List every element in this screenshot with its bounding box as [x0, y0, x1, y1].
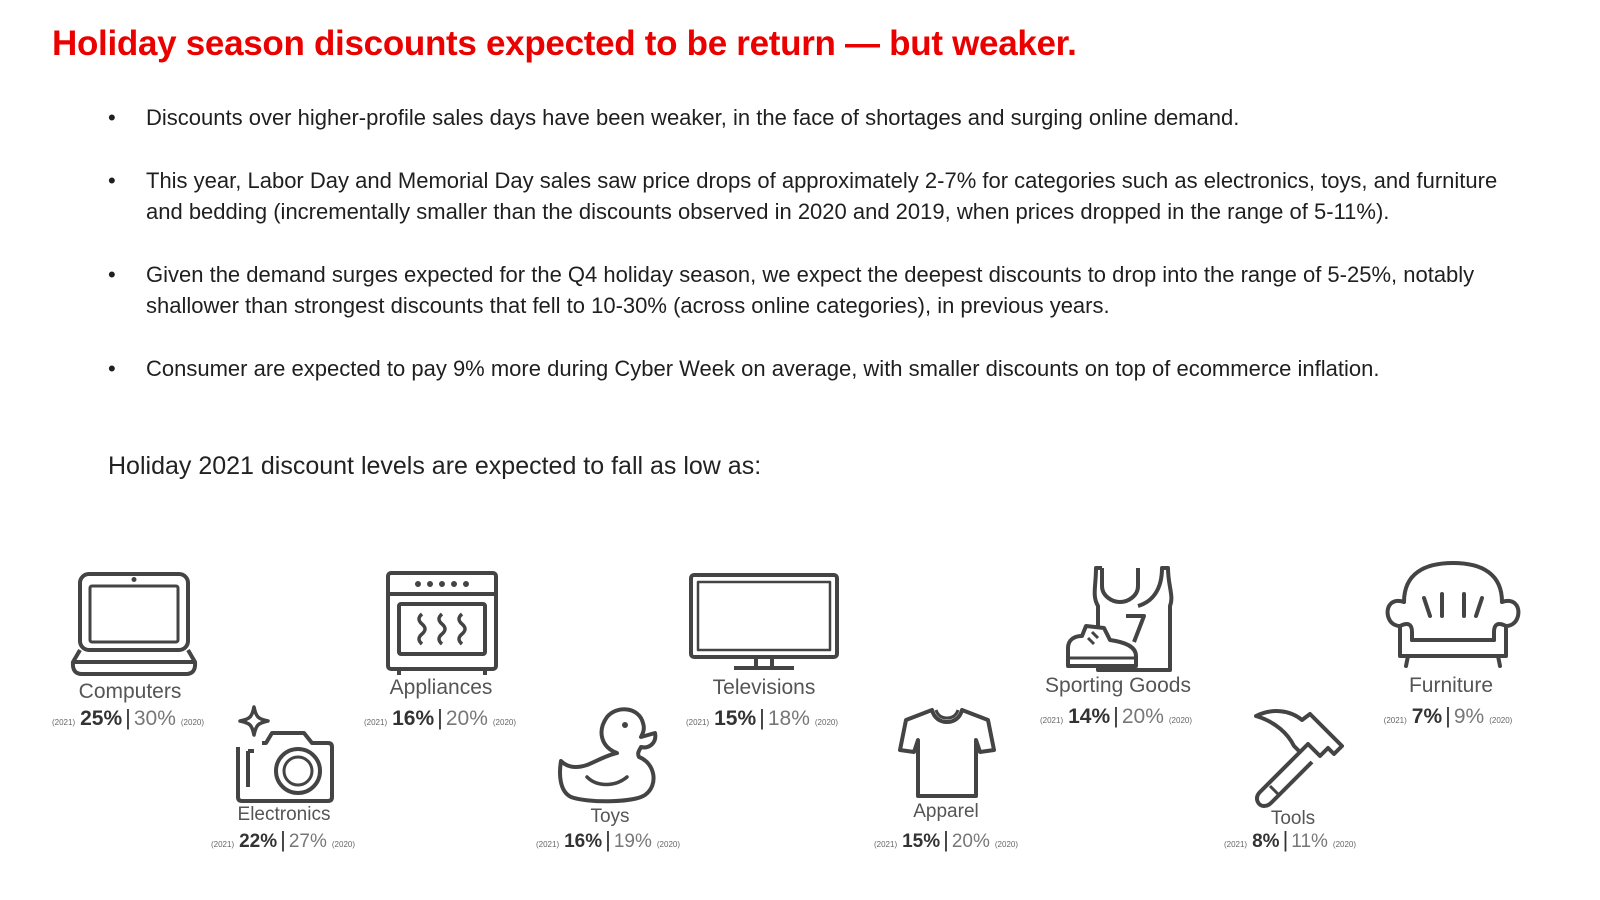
discount-2020: 20%	[1121, 705, 1164, 728]
year-label-2021: (2021)	[1383, 716, 1407, 725]
bullet-marker: •	[108, 105, 116, 130]
year-label-2021: (2021)	[873, 840, 898, 849]
year-label-2021: (2021)	[363, 718, 388, 727]
discount-2020: 20%	[445, 707, 488, 730]
year-label-2020: (2020)	[656, 840, 681, 849]
television-icon	[688, 572, 840, 672]
bullet-item	[108, 259, 1508, 322]
bullet-marker: •	[108, 261, 116, 287]
discount-stat	[206, 827, 360, 853]
year-label-2021: (2021)	[535, 840, 560, 849]
discount-2021: 15%	[902, 831, 941, 852]
category-label: Appliances	[389, 676, 493, 699]
bullet-text: This year, Labor Day and Memorial Day sales saw price drops of approximately 2-7% for categories such as electronics, toys, and furniture and bedding (incrementally smaller than the discounts observed in 2020 and 2019, when prices dropped in the range of 5-11%).	[146, 167, 1498, 224]
separator: |	[437, 705, 443, 730]
year-label-2021: (2021)	[51, 718, 76, 727]
year-label-2020: (2020)	[492, 718, 517, 727]
category-label: Toys	[590, 806, 630, 827]
separator: |	[943, 827, 949, 852]
bullet-marker: •	[108, 167, 116, 193]
discount-stat	[681, 705, 843, 731]
bullet-item	[108, 102, 1508, 134]
discount-2020: 18%	[767, 707, 810, 730]
discount-2021: 15%	[714, 707, 757, 730]
year-label-2021: (2021)	[1039, 716, 1064, 725]
discount-2020: 11%	[1291, 831, 1328, 852]
bullet-item	[108, 353, 1508, 385]
discount-2021: 22%	[239, 831, 278, 852]
separator: |	[280, 827, 286, 852]
discount-2021: 16%	[564, 831, 603, 852]
year-label-2020: (2020)	[331, 840, 356, 849]
year-label-2021: (2021)	[1223, 840, 1248, 849]
separator: |	[1445, 703, 1451, 728]
year-label-2021: (2021)	[210, 840, 235, 849]
discount-2021: 7%	[1411, 705, 1443, 728]
discount-stat	[1219, 827, 1361, 853]
discount-stat	[1379, 703, 1518, 729]
category-label: Sporting Goods	[1045, 674, 1191, 697]
discount-2021: 8%	[1252, 831, 1280, 852]
bullet-item	[108, 165, 1508, 228]
year-label-2021: (2021)	[685, 718, 710, 727]
category-label: Apparel	[913, 801, 979, 822]
discount-2021: 25%	[80, 707, 123, 730]
discount-stat	[1035, 703, 1197, 729]
category-label: Furniture	[1408, 674, 1494, 697]
year-label-2020: (2020)	[180, 718, 205, 727]
tshirt-icon	[898, 706, 996, 800]
category-label: Televisions	[712, 676, 816, 699]
discount-2020: 20%	[951, 831, 990, 852]
section-subheading: Holiday 2021 discount levels are expected to fall as low as:	[108, 452, 762, 480]
rubber-duck-icon	[557, 703, 661, 807]
hammer-icon	[1246, 706, 1348, 810]
year-label-2020: (2020)	[1332, 840, 1357, 849]
discount-2020: 27%	[288, 831, 327, 852]
category-label: Tools	[1270, 808, 1316, 829]
category-label: Electronics	[237, 804, 331, 825]
separator: |	[125, 705, 131, 730]
year-label-2020: (2020)	[994, 840, 1019, 849]
discount-stat	[47, 705, 209, 731]
laptop-icon	[70, 570, 198, 678]
year-label-2020: (2020)	[1168, 716, 1193, 725]
separator: |	[1282, 827, 1289, 852]
bullet-text: Given the demand surges expected for the Q4 holiday season, we expect the deepest discounts to drop into the range of 5-25%, notably shallower than strongest discounts that fell to 10-30% (across online categories), in previous years.	[146, 261, 1475, 318]
bullet-text: Discounts over higher-profile sales days have been weaker, in the face of shortages and surging online demand.	[146, 105, 1240, 130]
category-label: Computers	[78, 680, 182, 703]
discount-stat	[531, 827, 685, 853]
year-label-2020: (2020)	[1489, 716, 1513, 725]
camera-icon	[232, 705, 336, 805]
separator: |	[759, 705, 765, 730]
separator: |	[1113, 703, 1119, 728]
page-title: Holiday season discounts expected to be return — but weaker.	[52, 24, 1077, 63]
armchair-icon	[1384, 560, 1522, 670]
jersey-sneakers-icon	[1064, 566, 1176, 674]
discount-stat	[359, 705, 521, 731]
oven-icon	[385, 570, 499, 676]
discount-2020: 30%	[133, 707, 176, 730]
year-label-2020: (2020)	[814, 718, 839, 727]
discount-2020: 19%	[613, 831, 652, 852]
discount-2021: 16%	[392, 707, 435, 730]
discount-2021: 14%	[1068, 705, 1111, 728]
discount-2020: 9%	[1453, 705, 1485, 728]
bullet-marker: •	[108, 355, 116, 381]
separator: |	[605, 827, 611, 852]
discount-stat	[869, 827, 1023, 853]
bullet-text: Consumer are expected to pay 9% more during Cyber Week on average, with smaller discounts on top of ecommerce inflation.	[146, 355, 1380, 381]
bullet-list	[108, 102, 1508, 415]
